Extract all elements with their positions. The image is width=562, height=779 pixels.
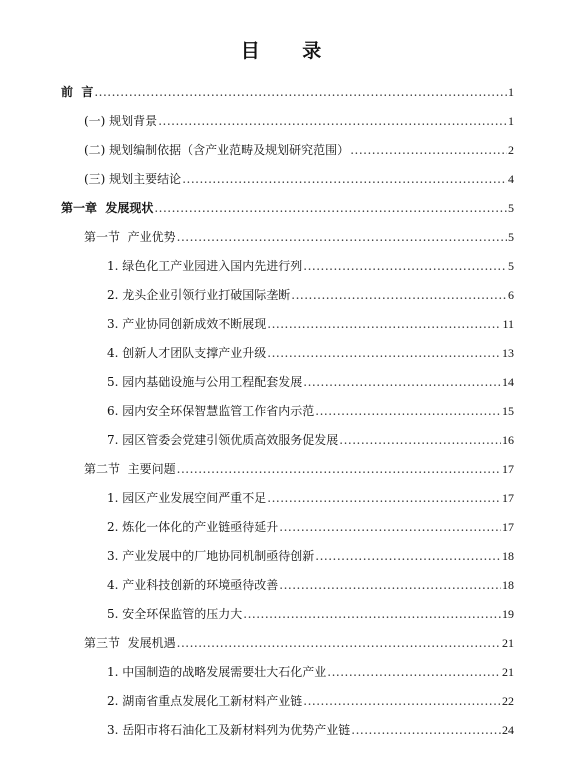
toc-entry[interactable] [61, 84, 514, 100]
dot-leader [303, 258, 507, 274]
dot-leader [291, 287, 507, 303]
toc-page-number: 22 [502, 694, 514, 708]
dot-leader [303, 374, 501, 390]
toc-entry[interactable] [107, 345, 514, 361]
toc-entry[interactable] [107, 287, 514, 303]
dot-leader [279, 519, 501, 535]
toc-entry-label: 2. 湖南省重点发展化工新材料产业链 [107, 694, 303, 708]
toc-page-number: 19 [502, 607, 514, 621]
toc-entry[interactable] [107, 577, 514, 593]
toc-page-number: 15 [502, 404, 514, 418]
toc-entry-label: 前 言 [61, 85, 94, 99]
toc-page-number: 2 [508, 143, 514, 157]
toc-entry[interactable] [107, 316, 514, 332]
toc-page-number: 21 [502, 636, 514, 650]
toc-page-number: 16 [502, 433, 514, 447]
toc-entry-label: 3. 产业发展中的厂地协同机制亟待创新 [107, 549, 315, 563]
toc-page-number: 21 [502, 665, 514, 679]
toc-entry-label: 3. 产业协同创新成效不断展现 [107, 317, 267, 331]
toc-entry[interactable] [84, 142, 514, 158]
toc-entry[interactable] [107, 519, 514, 535]
toc-entry-label: (三) 规划主要结论 [84, 172, 182, 186]
toc-entry[interactable] [84, 171, 514, 187]
dot-leader [351, 722, 501, 738]
toc-entry-label: 2. 龙头企业引领行业打破国际垄断 [107, 288, 291, 302]
toc-entry[interactable] [107, 722, 514, 738]
dot-leader [350, 142, 507, 158]
dot-leader [279, 577, 501, 593]
toc-entry[interactable] [84, 229, 514, 245]
toc-entry[interactable] [107, 374, 514, 390]
toc-entry[interactable] [84, 113, 514, 129]
toc-entry[interactable] [107, 664, 514, 680]
toc-entry-label: 第一章 发展现状 [61, 201, 154, 215]
toc-entry-label: 3. 岳阳市将石油化工及新材料列为优势产业链 [107, 723, 351, 737]
toc-page-number: 18 [502, 549, 514, 563]
toc-entry-label: 1. 中国制造的战略发展需要壮大石化产业 [107, 665, 327, 679]
dot-leader [177, 229, 507, 245]
dot-leader [243, 606, 501, 622]
toc-entry-label: 1. 绿色化工产业园进入国内先进行列 [107, 259, 303, 273]
toc-page-number: 11 [502, 317, 514, 331]
dot-leader [267, 490, 501, 506]
toc-entry[interactable] [84, 461, 514, 477]
dot-leader [327, 664, 501, 680]
toc-entry-label: 第三节 发展机遇 [84, 636, 176, 650]
dot-leader [339, 432, 501, 448]
toc-entry-label: 4. 创新人才团队支撑产业升级 [107, 346, 267, 360]
dot-leader [267, 345, 501, 361]
toc-page-number: 1 [508, 114, 514, 128]
toc-entry[interactable] [107, 548, 514, 564]
toc-entry-label: 4. 产业科技创新的环境亟待改善 [107, 578, 279, 592]
toc-entry-label: 6. 园内安全环保智慧监管工作省内示范 [107, 404, 315, 418]
dot-leader [315, 403, 501, 419]
toc-page-number: 6 [508, 288, 514, 302]
dot-leader [158, 113, 507, 129]
toc-entry-label: 7. 园区管委会党建引领优质高效服务促发展 [107, 433, 339, 447]
dot-leader [267, 316, 501, 332]
toc-entry-label: 1. 园区产业发展空间严重不足 [107, 491, 267, 505]
toc-entry-label: 5. 园内基础设施与公用工程配套发展 [107, 375, 303, 389]
toc-entry[interactable] [107, 403, 514, 419]
dot-leader [182, 171, 507, 187]
toc-entry-label: (二) 规划编制依据（含产业范畴及规划研究范围） [84, 143, 350, 157]
toc-entry[interactable] [61, 200, 514, 216]
toc-page-number: 1 [508, 85, 514, 99]
toc-page-number: 5 [508, 230, 514, 244]
toc-entry[interactable] [107, 490, 514, 506]
toc-page-number: 17 [502, 520, 514, 534]
dot-leader [154, 200, 507, 216]
toc-page-number: 24 [502, 723, 514, 737]
toc-page-number: 5 [508, 259, 514, 273]
dot-leader [303, 693, 501, 709]
toc-entry[interactable] [107, 432, 514, 448]
toc-entry[interactable] [84, 635, 514, 651]
dot-leader [94, 84, 507, 100]
toc-entry-label: 第一节 产业优势 [84, 230, 176, 244]
toc-page-number: 4 [508, 172, 514, 186]
toc-page-number: 5 [508, 201, 514, 215]
page-title: 目 录 [240, 40, 340, 62]
toc-page-number: 14 [502, 375, 514, 389]
toc-entry[interactable] [107, 258, 514, 274]
toc-entry-label: 5. 安全环保监管的压力大 [107, 607, 243, 621]
toc-entry[interactable] [107, 606, 514, 622]
toc-entry-label: 第二节 主要问题 [84, 462, 176, 476]
dot-leader [177, 461, 501, 477]
toc-page-number: 13 [502, 346, 514, 360]
dot-leader [177, 635, 501, 651]
dot-leader [315, 548, 501, 564]
toc-page-number: 17 [502, 491, 514, 505]
toc-entry[interactable] [107, 693, 514, 709]
toc-entry-label: 2. 炼化一体化的产业链亟待延升 [107, 520, 279, 534]
toc-page-number: 17 [502, 462, 514, 476]
toc-entry-label: (一) 规划背景 [84, 114, 158, 128]
toc-page-number: 18 [502, 578, 514, 592]
